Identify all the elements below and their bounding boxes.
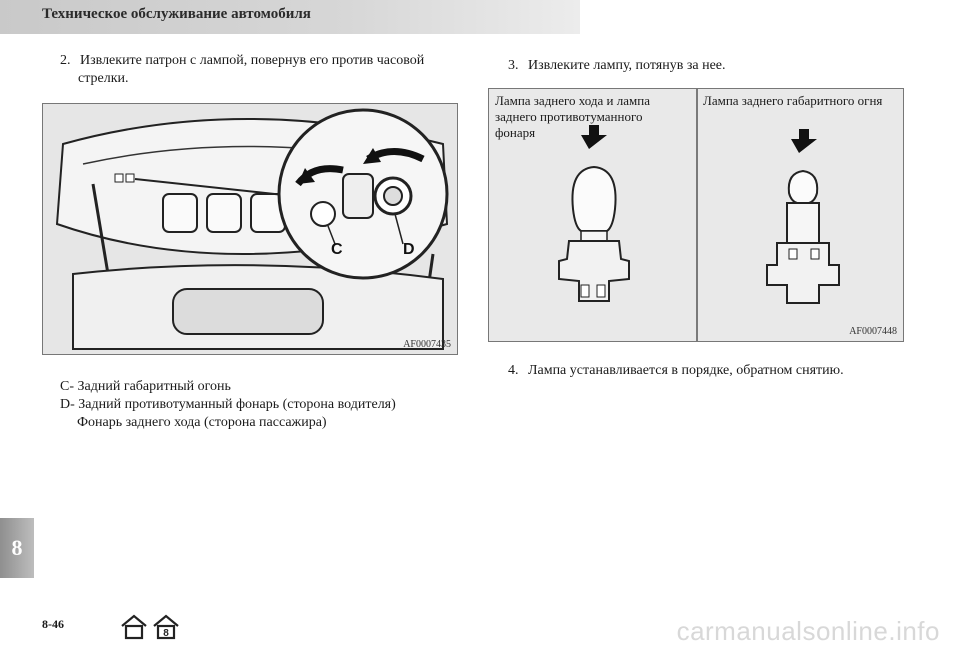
legend-d: D- Задний противотуманный фонарь (сторона водителя) bbox=[60, 397, 396, 412]
home-icon bbox=[122, 616, 146, 638]
trunk-illustration bbox=[43, 104, 457, 354]
page-number: 8-46 bbox=[42, 617, 64, 631]
panel-right-label: Лампа заднего габаритного огня bbox=[703, 93, 883, 108]
bulb-figure bbox=[488, 88, 904, 342]
panel-left-label-line1: Лампа заднего хода и лампа bbox=[495, 93, 650, 108]
chapter-tab: 8 bbox=[0, 518, 34, 578]
step-number: 3. bbox=[508, 58, 519, 73]
step-3 bbox=[508, 57, 726, 75]
step-2 bbox=[60, 52, 424, 70]
callout-d-label: D bbox=[403, 241, 415, 258]
panel-left-label-line3: фонаря bbox=[495, 125, 536, 140]
step-2-cont: стрелки. bbox=[78, 71, 129, 86]
step-number: 4. bbox=[508, 363, 519, 378]
section-title: Техническое обслуживание автомобиля bbox=[42, 6, 311, 22]
step-text: Лампа устанавливается в порядке, обратном снятию. bbox=[528, 363, 844, 378]
callout-c-label: C bbox=[331, 241, 343, 258]
step-4 bbox=[508, 362, 844, 380]
step-number: 2. bbox=[60, 53, 71, 68]
chapter-home-icon bbox=[154, 616, 178, 639]
step-text: Извлеките лампу, потянув за нее. bbox=[528, 58, 726, 73]
step-text: Извлеките патрон с лампой, повернув его против часовой bbox=[80, 53, 425, 68]
figure-code: AF0007435 bbox=[403, 339, 451, 350]
legend-d-passenger: Фонарь заднего хода (сторона пассажира) bbox=[77, 415, 327, 430]
nav-badge: 8 bbox=[163, 628, 169, 639]
nav-icons bbox=[118, 612, 184, 642]
legend-c: C- Задний габаритный огонь bbox=[60, 379, 231, 394]
trunk-figure bbox=[42, 103, 458, 355]
figure-code: AF0007448 bbox=[849, 326, 897, 337]
bulb-illustration bbox=[489, 89, 903, 341]
watermark: carmanualsonline.info bbox=[676, 616, 940, 646]
panel-left-label-line2: заднего противотуманного bbox=[495, 109, 643, 124]
